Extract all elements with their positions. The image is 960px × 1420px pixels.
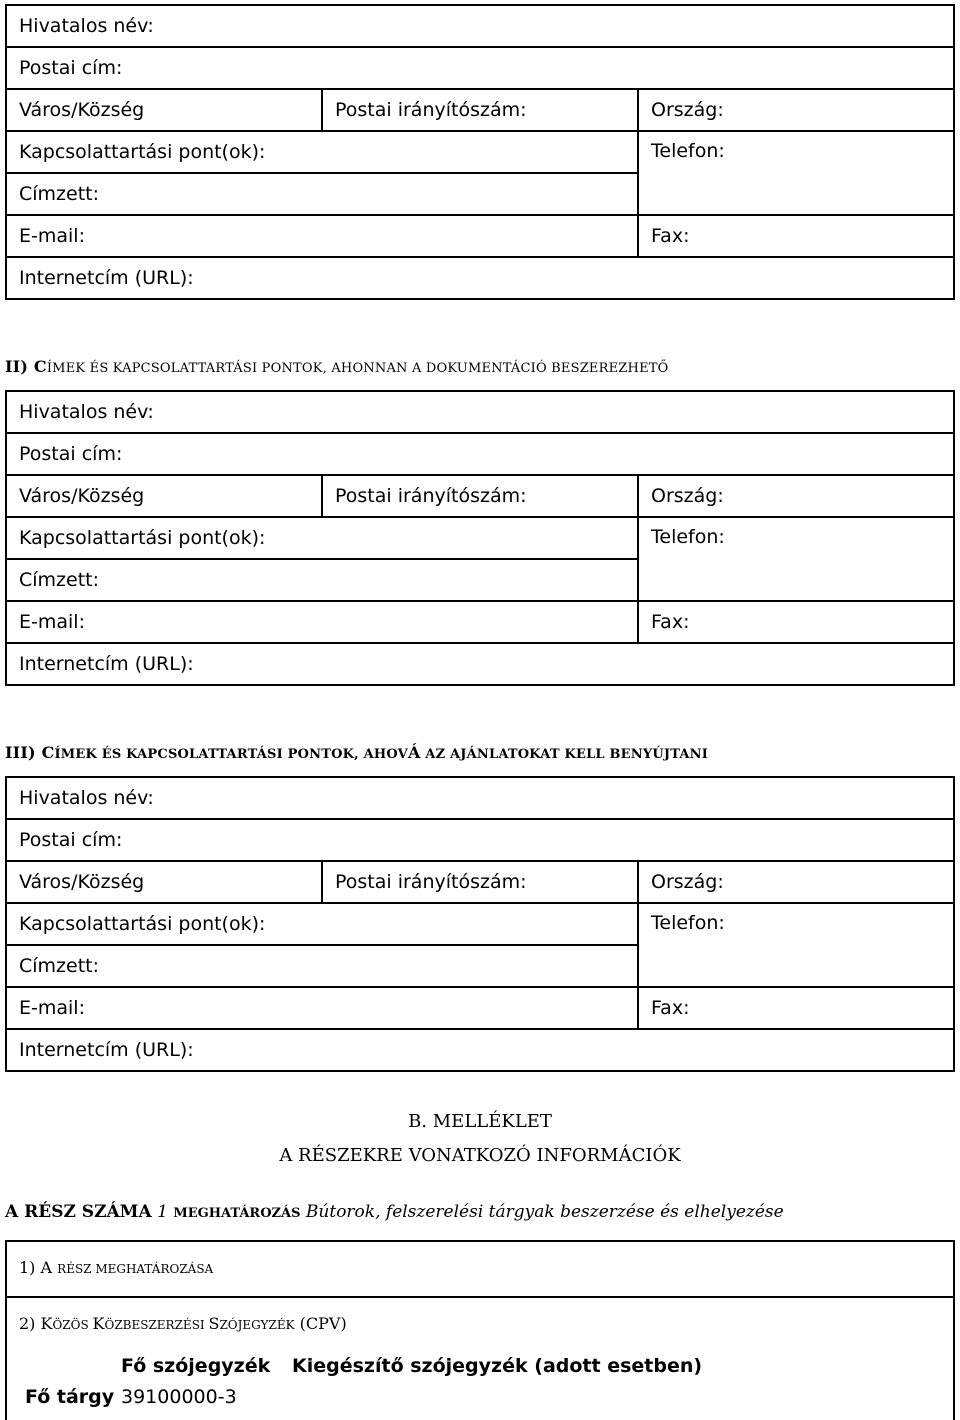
field-telefon[interactable]: Telefon: xyxy=(638,517,954,601)
field-orszag[interactable]: Ország: xyxy=(638,861,954,903)
field-iranyitoszam[interactable]: Postai irányítószám: xyxy=(322,475,638,517)
address-table-1 xyxy=(5,4,955,300)
field-email[interactable]: E-mail: xyxy=(6,987,638,1029)
resz-meghatarozasa-label: 1) A RÉSZ MEGHATÁROZÁSA xyxy=(19,1258,214,1277)
annex-title: B. MELLÉKLET xyxy=(408,1111,552,1132)
field-email[interactable]: E-mail: xyxy=(6,601,638,643)
field-cimzett[interactable]: Címzett: xyxy=(6,945,638,987)
section-3-heading: III) CÍMEK ÉS KAPCSOLATTARTÁSI PONTOK, AHOVÁ AZ AJÁNLATOKAT KELL BENYÚJTANI xyxy=(5,743,709,762)
field-kapcsolat[interactable]: Kapcsolattartási pont(ok): xyxy=(6,517,638,559)
field-fax[interactable]: Fax: xyxy=(638,601,954,643)
field-varos[interactable]: Város/Község xyxy=(6,89,322,131)
address-table-3 xyxy=(5,776,955,1072)
field-orszag[interactable]: Ország: xyxy=(638,89,954,131)
section-2-heading: II) CÍMEK ÉS KAPCSOLATTARTÁSI PONTOK, AHONNAN A DOKUMENTÁCIÓ BESZEREZHETŐ xyxy=(5,357,669,376)
address-table-2 xyxy=(5,390,955,686)
resz-szama-line: A RÉSZ SZÁMA 1 MEGHATÁROZÁS Bútorok, felszerelési tárgyak beszerzése és elhelyezése xyxy=(5,1202,784,1222)
field-cimzett[interactable]: Címzett: xyxy=(6,559,638,601)
field-orszag[interactable]: Ország: xyxy=(638,475,954,517)
cpv-heading: 2) KÖZÖS KÖZBESZERZÉSI SZÓJEGYZÉK (CPV) xyxy=(19,1314,347,1333)
field-iranyitoszam[interactable]: Postai irányítószám: xyxy=(322,89,638,131)
field-hivatalos-nev[interactable]: Hivatalos név: xyxy=(6,777,954,819)
field-postai-cim[interactable]: Postai cím: xyxy=(6,433,954,475)
kiegeszito-szojegyzek-header: Kiegészítő szójegyzék (adott esetben) xyxy=(292,1355,703,1377)
field-varos[interactable]: Város/Község xyxy=(6,861,322,903)
field-cimzett[interactable]: Címzett: xyxy=(6,173,638,215)
field-telefon[interactable]: Telefon: xyxy=(638,903,954,987)
field-kapcsolat[interactable]: Kapcsolattartási pont(ok): xyxy=(6,131,638,173)
field-kapcsolat[interactable]: Kapcsolattartási pont(ok): xyxy=(6,903,638,945)
field-iranyitoszam[interactable]: Postai irányítószám: xyxy=(322,861,638,903)
cpv-box xyxy=(5,1296,955,1420)
fo-szojegyzek-header: Fő szójegyzék xyxy=(121,1355,271,1377)
field-varos[interactable]: Város/Község xyxy=(6,475,322,517)
cpv-code: 39100000-3 xyxy=(121,1386,237,1408)
annex-subtitle: A RÉSZEKRE VONATKOZÓ INFORMÁCIÓK xyxy=(279,1145,681,1166)
field-telefon[interactable]: Telefon: xyxy=(638,131,954,215)
fo-targy-label: Fő tárgy xyxy=(25,1386,115,1408)
field-email[interactable]: E-mail: xyxy=(6,215,638,257)
field-postai-cim[interactable]: Postai cím: xyxy=(6,47,954,89)
field-internetcim[interactable]: Internetcím (URL): xyxy=(6,643,954,685)
field-postai-cim[interactable]: Postai cím: xyxy=(6,819,954,861)
field-internetcim[interactable]: Internetcím (URL): xyxy=(6,1029,954,1071)
field-hivatalos-nev[interactable]: Hivatalos név: xyxy=(6,391,954,433)
resz-meghatarozasa-box xyxy=(5,1240,955,1298)
field-fax[interactable]: Fax: xyxy=(638,987,954,1029)
field-internetcim[interactable]: Internetcím (URL): xyxy=(6,257,954,299)
field-hivatalos-nev[interactable]: Hivatalos név: xyxy=(6,5,954,47)
field-fax[interactable]: Fax: xyxy=(638,215,954,257)
